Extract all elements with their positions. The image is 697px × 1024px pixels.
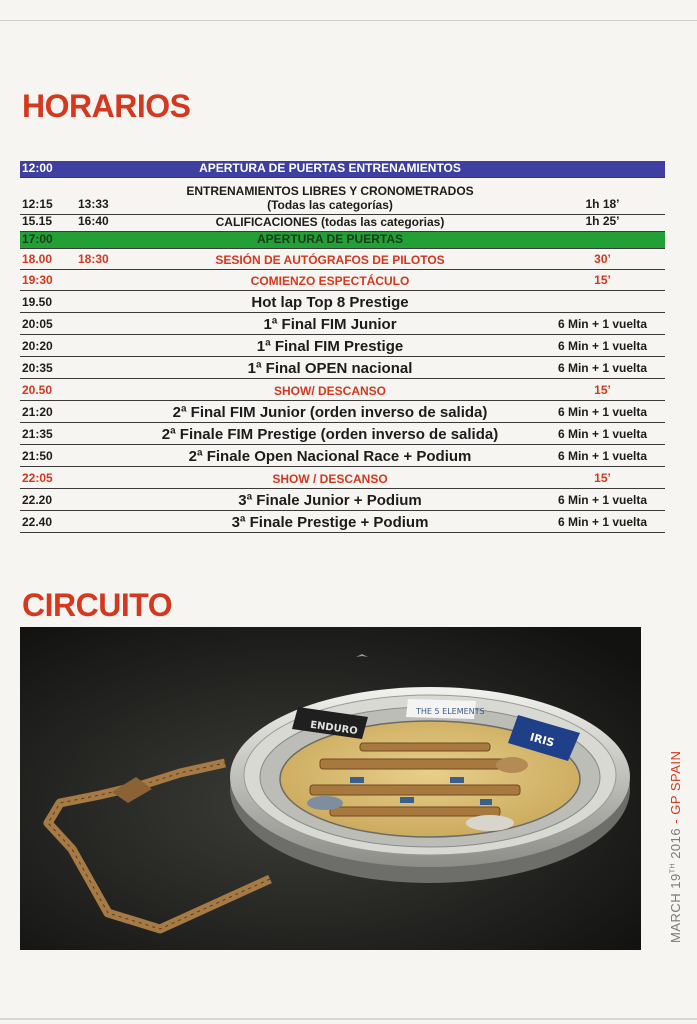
start-time: 12:15 bbox=[22, 197, 53, 211]
banner-5elements bbox=[406, 699, 485, 719]
schedule-row bbox=[20, 291, 665, 313]
bottom-rule bbox=[0, 1018, 697, 1020]
schedule-row bbox=[20, 357, 665, 379]
duration: 6 Min + 1 vuelta bbox=[557, 427, 648, 441]
duration: 15’ bbox=[594, 471, 611, 485]
caption-date: MARCH 19 bbox=[668, 873, 683, 943]
event-name: SESIÓN DE AUTÓGRAFOS DE PILOTOS bbox=[215, 253, 445, 267]
schedule-row bbox=[20, 423, 665, 445]
svg-text:THE 5 ELEMENTS: THE 5 ELEMENTS bbox=[416, 707, 485, 716]
start-time: 20:20 bbox=[22, 339, 53, 353]
top-rule bbox=[0, 20, 697, 21]
schedule-row bbox=[20, 379, 665, 401]
end-time: 16:40 bbox=[78, 214, 109, 228]
horarios-title: HORARIOS bbox=[22, 88, 191, 124]
caption-year: 2016 bbox=[668, 827, 683, 863]
schedule-row bbox=[20, 467, 665, 489]
duration: 6 Min + 1 vuelta bbox=[557, 361, 648, 375]
event-name-line2: (Todas las categorías) bbox=[267, 198, 393, 212]
end-time: 13:33 bbox=[78, 197, 109, 211]
caption-date-suffix: TH bbox=[669, 862, 677, 874]
side-caption bbox=[668, 751, 683, 943]
schedule-row bbox=[20, 232, 665, 249]
duration: 6 Min + 1 vuelta bbox=[557, 449, 648, 463]
start-time: 21:20 bbox=[22, 405, 53, 419]
event-name: 2ª Final FIM Junior (orden inverso de salida) bbox=[172, 404, 488, 421]
caption-event: GP SPAIN bbox=[668, 750, 683, 815]
event-name: APERTURA DE PUERTAS ENTRENAMIENTOS bbox=[199, 161, 461, 175]
event-name: CALIFICACIONES (todas las categorias) bbox=[215, 215, 445, 229]
duration: 6 Min + 1 vuelta bbox=[557, 339, 648, 353]
event-name: SHOW/ DESCANSO bbox=[273, 384, 386, 398]
event-name: 2ª Finale Open Nacional Race + Podium bbox=[188, 448, 472, 465]
start-time: 21:50 bbox=[22, 449, 53, 463]
duration: 6 Min + 1 vuelta bbox=[557, 317, 648, 331]
schedule-row bbox=[20, 161, 665, 178]
start-time: 20.50 bbox=[22, 383, 53, 397]
event-name: 3ª Finale Prestige + Podium bbox=[231, 514, 429, 531]
start-time: 22.20 bbox=[22, 493, 53, 507]
start-time: 15.15 bbox=[22, 214, 53, 228]
schedule-row bbox=[20, 215, 665, 232]
schedule-row bbox=[20, 401, 665, 423]
start-time: 21:35 bbox=[22, 427, 53, 441]
svg-text:ENDURO: ENDURO bbox=[309, 719, 359, 738]
schedule-row bbox=[20, 178, 665, 215]
start-time: 19:30 bbox=[22, 273, 53, 287]
start-time: 22.40 bbox=[22, 515, 53, 529]
event-name: APERTURA DE PUERTAS bbox=[256, 232, 403, 246]
caption-separator: - bbox=[668, 814, 683, 828]
schedule-row bbox=[20, 249, 665, 270]
circuito-title: CIRCUITO bbox=[22, 587, 173, 623]
event-name: 1ª Final OPEN nacional bbox=[247, 360, 413, 377]
duration: 15’ bbox=[594, 273, 611, 287]
schedule-row bbox=[20, 270, 665, 291]
schedule-row bbox=[20, 445, 665, 467]
schedule-row bbox=[20, 313, 665, 335]
event-name: SHOW / DESCANSO bbox=[272, 472, 388, 486]
start-time: 19.50 bbox=[22, 295, 53, 309]
event-name: 1ª Final FIM Prestige bbox=[256, 338, 404, 355]
circuit-photo bbox=[20, 627, 641, 950]
event-name bbox=[120, 184, 540, 212]
duration: 1h 18’ bbox=[585, 197, 620, 211]
duration: 30’ bbox=[594, 252, 611, 266]
schedule-row bbox=[20, 511, 665, 533]
svg-text:IRIS: IRIS bbox=[528, 730, 556, 750]
start-time: 17:00 bbox=[22, 232, 53, 246]
schedule-table bbox=[20, 161, 665, 533]
end-time: 18:30 bbox=[78, 252, 109, 266]
duration: 1h 25’ bbox=[585, 214, 620, 228]
event-name-line1: ENTRENAMIENTOS LIBRES Y CRONOMETRADOS bbox=[186, 184, 474, 198]
event-name: 1ª Final FIM Junior bbox=[263, 316, 397, 333]
duration: 6 Min + 1 vuelta bbox=[557, 493, 648, 507]
start-time: 20:35 bbox=[22, 361, 53, 375]
duration: 6 Min + 1 vuelta bbox=[557, 515, 648, 529]
duration: 6 Min + 1 vuelta bbox=[557, 405, 648, 419]
start-time: 20:05 bbox=[22, 317, 53, 331]
start-time: 12:00 bbox=[22, 161, 53, 175]
event-name: COMIENZO ESPECTÁCULO bbox=[250, 274, 410, 288]
event-name: 3ª Finale Junior + Podium bbox=[238, 492, 422, 509]
schedule-row bbox=[20, 489, 665, 511]
start-time: 22:05 bbox=[22, 471, 53, 485]
event-name: 2ª Finale FIM Prestige (orden inverso de salida) bbox=[161, 426, 499, 443]
schedule-row bbox=[20, 335, 665, 357]
start-time: 18.00 bbox=[22, 252, 53, 266]
event-name: Hot lap Top 8 Prestige bbox=[251, 294, 409, 311]
duration: 15’ bbox=[594, 383, 611, 397]
